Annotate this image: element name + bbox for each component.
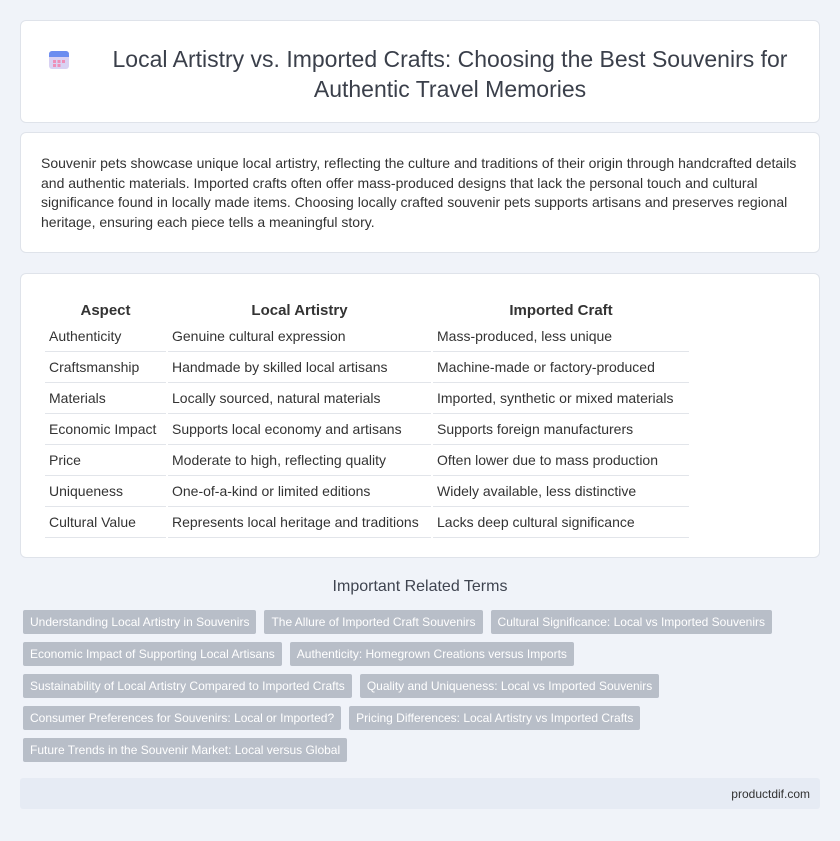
footer-site-link[interactable]: productdif.com — [731, 787, 810, 801]
cell-local: Supports local economy and artisans — [168, 414, 431, 445]
cell-imported: Mass-produced, less unique — [433, 321, 689, 352]
cell-aspect: Cultural Value — [45, 507, 166, 538]
related-term-tag[interactable]: The Allure of Imported Craft Souvenirs — [264, 610, 482, 634]
table-row — [45, 321, 689, 352]
cell-aspect: Price — [45, 445, 166, 476]
related-term-tag[interactable]: Cultural Significance: Local vs Imported Souvenirs — [491, 610, 772, 634]
cell-local: Handmade by skilled local artisans — [168, 352, 431, 383]
cell-imported: Supports foreign manufacturers — [433, 414, 689, 445]
cell-local: Represents local heritage and traditions — [168, 507, 431, 538]
header-aspect: Aspect — [80, 301, 131, 319]
footer — [20, 778, 820, 809]
comparison-table — [43, 297, 691, 538]
cell-aspect: Materials — [45, 383, 166, 414]
related-term-tag[interactable]: Economic Impact of Supporting Local Artisans — [23, 642, 282, 666]
summary-card — [20, 132, 820, 253]
cell-imported: Widely available, less distinctive — [433, 476, 689, 507]
related-term-tag[interactable]: Future Trends in the Souvenir Market: Local versus Global — [23, 738, 347, 762]
table-row — [45, 476, 689, 507]
cell-aspect: Economic Impact — [45, 414, 166, 445]
cell-imported: Lacks deep cultural significance — [433, 507, 689, 538]
cell-imported: Imported, synthetic or mixed materials — [433, 383, 689, 414]
header-imported-craft: Imported Craft — [509, 301, 613, 319]
page-title: Local Artistry vs. Imported Crafts: Choosing the Best Souvenirs for Authentic Travel Memories — [112, 46, 788, 102]
summary-text: Souvenir pets showcase unique local artistry, reflecting the culture and traditions of their origin through handcrafted details and authentic materials. Imported crafts often offer mass-produced designs that lack the personal touch and cultural significance found in locally made items. Choosing locally crafted souvenir pets supports artisans and preserves regional heritage, ensuring each piece tells a meaningful story. — [41, 155, 797, 230]
related-term-tag[interactable]: Authenticity: Homegrown Creations versus Imports — [290, 642, 574, 666]
cell-local: Moderate to high, reflecting quality — [168, 445, 431, 476]
cell-aspect: Craftsmanship — [45, 352, 166, 383]
cell-aspect: Uniqueness — [45, 476, 166, 507]
table-header-row — [45, 297, 689, 321]
related-term-tag[interactable]: Pricing Differences: Local Artistry vs Imported Crafts — [349, 706, 640, 730]
cell-imported: Often lower due to mass production — [433, 445, 689, 476]
comparison-card — [20, 273, 820, 558]
table-row — [45, 383, 689, 414]
related-term-tag[interactable]: Sustainability of Local Artistry Compared to Imported Crafts — [23, 674, 352, 698]
table-row — [45, 445, 689, 476]
table-row — [45, 352, 689, 383]
table-row — [45, 507, 689, 538]
related-terms-heading: Important Related Terms — [332, 578, 508, 595]
header-local-artistry: Local Artistry — [251, 301, 348, 319]
related-term-tag[interactable]: Understanding Local Artistry in Souvenirs — [23, 610, 256, 634]
related-terms-list — [23, 610, 813, 770]
related-term-tag[interactable]: Quality and Uniqueness: Local vs Imported Souvenirs — [360, 674, 660, 698]
cell-imported: Machine-made or factory-produced — [433, 352, 689, 383]
table-row — [45, 414, 689, 445]
cell-local: Genuine cultural expression — [168, 321, 431, 352]
cell-local: Locally sourced, natural materials — [168, 383, 431, 414]
cell-local: One-of-a-kind or limited editions — [168, 476, 431, 507]
related-term-tag[interactable]: Consumer Preferences for Souvenirs: Local or Imported? — [23, 706, 341, 730]
header-card — [20, 20, 820, 123]
cell-aspect: Authenticity — [45, 321, 166, 352]
